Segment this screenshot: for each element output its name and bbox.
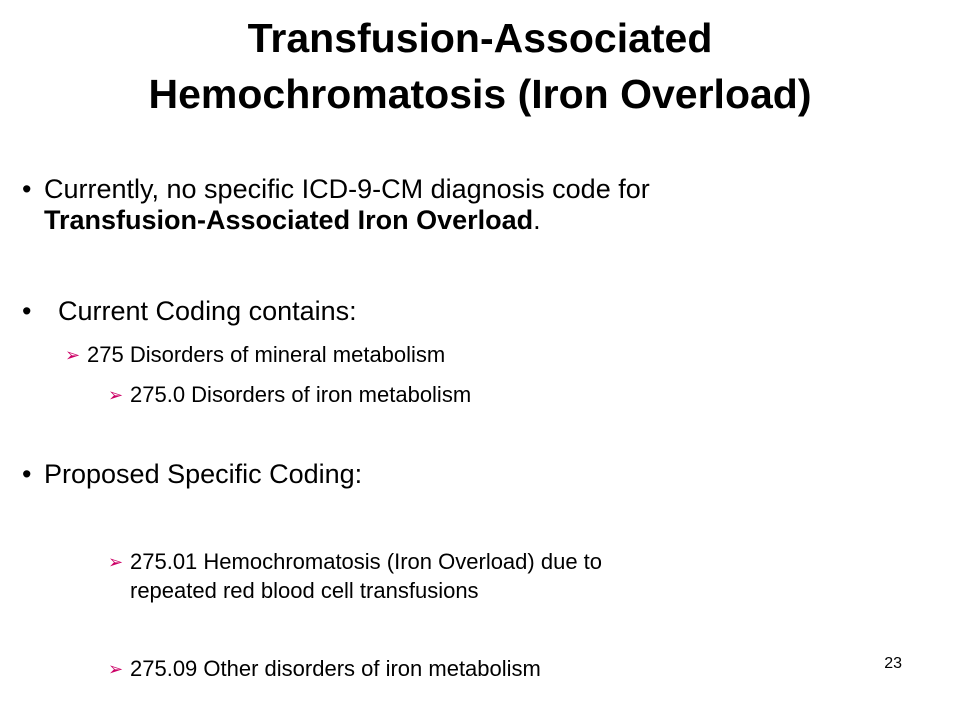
- bullet-dot-icon: •: [22, 174, 32, 204]
- bullet-current-coding: [22, 296, 357, 327]
- code-275-01: [108, 548, 602, 576]
- bullet-current-coding-text: Current Coding contains:: [58, 296, 357, 326]
- bullet-dot-icon: •: [22, 296, 32, 326]
- arrow-bullet-icon: ➢: [108, 385, 124, 405]
- title-line-2: Hemochromatosis (Iron Overload): [148, 71, 812, 117]
- bullet-currently-line1: Currently, no specific ICD-9-CM diagnosis code for: [44, 174, 650, 204]
- page-number: 23: [884, 655, 902, 672]
- bullet-currently-bold: Transfusion-Associated Iron Overload: [44, 205, 534, 235]
- arrow-bullet-icon: ➢: [108, 552, 124, 572]
- code-275-0-text: 275.0 Disorders of iron metabolism: [130, 382, 472, 407]
- bullet-dot-icon: •: [22, 459, 32, 489]
- code-275-text: 275 Disorders of mineral metabolism: [87, 342, 446, 367]
- arrow-bullet-icon: ➢: [108, 659, 124, 679]
- bullet-proposed-coding: [22, 459, 362, 490]
- bullet-currently-cont: [44, 205, 541, 236]
- title-line-1: Transfusion-Associated: [247, 15, 713, 61]
- code-275-09-text: 275.09 Other disorders of iron metabolism: [130, 656, 541, 681]
- code-275-01-text-cont: repeated red blood cell transfusions: [130, 578, 479, 603]
- code-275-09: [108, 655, 541, 683]
- arrow-bullet-icon: ➢: [65, 345, 81, 365]
- bullet-proposed-coding-text: Proposed Specific Coding:: [44, 459, 363, 489]
- slide-title: [0, 10, 960, 122]
- code-275-01-cont: [130, 577, 479, 604]
- code-275-01-text: 275.01 Hemochromatosis (Iron Overload) due to: [130, 549, 603, 574]
- code-275: [65, 341, 445, 369]
- bullet-currently: [22, 174, 650, 205]
- code-275-0: [108, 381, 471, 409]
- bullet-currently-period: .: [533, 205, 541, 235]
